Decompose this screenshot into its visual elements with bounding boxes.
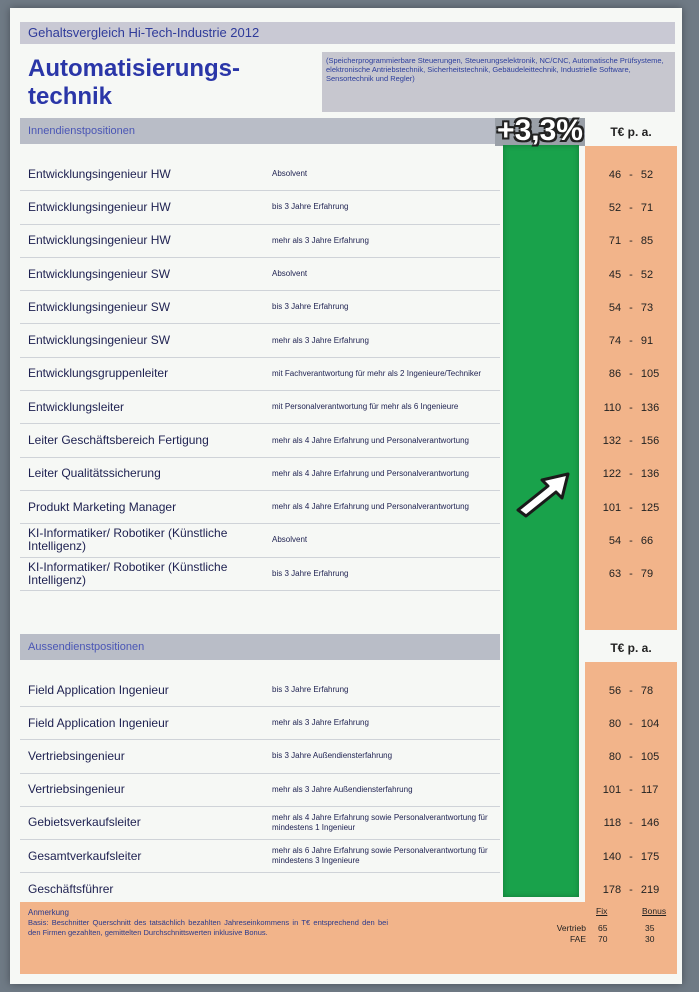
range-dash: -: [629, 335, 633, 348]
experience-requirement: mehr als 3 Jahre Erfahrung: [272, 335, 369, 345]
position-title: Entwicklungsingenieur SW: [28, 299, 171, 314]
experience-requirement: Absolvent: [272, 269, 308, 279]
salary-max: 156: [640, 435, 660, 448]
salary-range: [585, 225, 677, 258]
salary-max: 73: [640, 301, 654, 314]
salary-min: 118: [603, 817, 622, 830]
page-title-line2: technik: [28, 83, 113, 110]
salary-max: 219: [640, 883, 660, 896]
experience-requirement: bis 3 Jahre Erfahrung: [272, 568, 349, 578]
position-title: Gebietsverkaufsleiter: [28, 815, 141, 830]
salary-range: [585, 491, 677, 524]
range-dash: -: [629, 750, 633, 763]
bonus-row-fix: 70: [598, 934, 608, 944]
position-title: KI-Informatiker/ Robotiker (Künstliche Intelligenz): [28, 526, 228, 554]
section-bar-innendienst: Innendienstpositionen: [20, 118, 500, 144]
section-bar-aussendienst: Aussendienstpositionen: [20, 634, 500, 660]
table-row: [20, 424, 500, 457]
range-dash: -: [629, 717, 633, 730]
document-header: Gehaltsvergleich Hi-Tech-Industrie 2012: [20, 22, 675, 44]
note-box: [20, 902, 677, 974]
page-title-line1: Automatisierungs-: [28, 55, 241, 82]
experience-requirement: mehr als 4 Jahre Erfahrung und Personalverantwortung: [272, 468, 469, 478]
salary-min: 80: [608, 717, 622, 730]
position-title: Field Application Ingenieur: [28, 682, 169, 697]
range-dash: -: [629, 368, 633, 381]
category-description: (Speicherprogrammierbare Steuerungen, Steuerungselektronik, NC/CNC, Automatische Prüfsysteme, elektronische Antriebstechnik, Sicherheitstechnik, Gebäudeleittechnik, Industrielle Software, Sensortechnik und Regler): [322, 52, 675, 112]
range-dash: -: [629, 883, 633, 896]
table-row: [20, 191, 500, 224]
experience-requirement: [272, 873, 500, 905]
unit-header-aussendienst: T€ p. a.: [610, 641, 652, 655]
salary-min: 46: [608, 168, 622, 181]
table-row: [20, 807, 500, 840]
position-title: Entwicklungsingenieur HW: [28, 166, 171, 181]
bonus-row-label: Vertrieb: [556, 923, 586, 933]
growth-percentage: +3,3%: [497, 114, 583, 147]
salary-min: 80: [608, 750, 622, 763]
salary-range: [585, 740, 677, 773]
experience-requirement: mehr als 3 Jahre Außendiensterfahrung: [272, 784, 413, 794]
salary-min: 122: [602, 468, 622, 481]
table-row: [20, 391, 500, 424]
salary-max: 175: [640, 850, 660, 863]
bonus-row-bonus: 30: [645, 934, 655, 944]
experience-requirement: mehr als 3 Jahre Erfahrung: [272, 235, 369, 245]
salary-min: 74: [608, 335, 622, 348]
experience-requirement: mehr als 3 Jahre Erfahrung: [272, 718, 369, 728]
salary-max: 91: [640, 335, 654, 348]
salary-max: 78: [640, 684, 654, 697]
position-title: Field Application Ingenieur: [28, 715, 169, 730]
note-heading: Anmerkung: [28, 908, 69, 917]
salary-range: [585, 524, 677, 557]
salary-max: 136: [640, 401, 660, 414]
experience-requirement: mehr als 4 Jahre Erfahrung sowie Personalverantwortung für mindestens 1 Ingenieur: [272, 812, 488, 832]
salary-range: [585, 291, 677, 324]
salary-range: [585, 158, 677, 191]
up-arrow-icon: [512, 468, 574, 518]
position-title: Geschäftsführer: [28, 881, 114, 896]
experience-requirement: mit Fachverantwortung für mehr als 2 Ingenieure/Techniker: [272, 368, 481, 378]
salary-max: 71: [640, 201, 654, 214]
range-dash: -: [629, 568, 633, 581]
salary-range: [585, 458, 677, 491]
salary-range: [585, 325, 677, 358]
growth-bar: [503, 145, 579, 897]
table-row: [20, 674, 500, 707]
range-dash: -: [629, 534, 633, 547]
bonus-row-label: FAE: [569, 934, 586, 944]
salary-max: 105: [640, 750, 660, 763]
range-dash: -: [629, 235, 633, 248]
experience-requirement: mehr als 6 Jahre Erfahrung sowie Personalverantwortung für mindestens 3 Ingenieure: [272, 846, 488, 866]
salary-min: 140: [602, 850, 622, 863]
range-dash: -: [629, 784, 633, 797]
position-title: Vertriebsingenieur: [28, 748, 125, 763]
note-text: Basis: Beschnitter Querschnitt des tatsächlich bezahlten Jahreseinkommens in T€ entsprechend den bei den Firmen gezahlten, gemittelten Durchschnittswerten inklusive Bonus.: [28, 918, 388, 937]
table-row: [20, 358, 500, 391]
table-row: [20, 325, 500, 358]
position-title: Leiter Qualitätssicherung: [28, 466, 161, 481]
salary-max: 117: [640, 784, 659, 797]
salary-min: 71: [608, 235, 622, 248]
position-title: Entwicklungsgruppenleiter: [28, 366, 169, 381]
salary-max: 85: [640, 235, 654, 248]
salary-min: 178: [602, 883, 622, 896]
salary-min: 56: [608, 684, 622, 697]
range-dash: -: [629, 435, 633, 448]
salary-max: 104: [640, 717, 660, 730]
range-dash: -: [629, 501, 633, 514]
position-title: Entwicklungsingenieur HW: [28, 199, 171, 214]
salary-max: 125: [640, 501, 660, 514]
salary-max: 105: [640, 368, 660, 381]
experience-requirement: Absolvent: [272, 169, 308, 179]
table-row: [20, 225, 500, 258]
salary-max: 136: [640, 468, 660, 481]
salary-min: 54: [608, 301, 622, 314]
table-row: [20, 774, 500, 807]
salary-range: [585, 707, 677, 740]
table-row: [20, 558, 500, 591]
range-dash: -: [629, 850, 633, 863]
salary-range: [585, 674, 677, 707]
range-dash: -: [629, 468, 633, 481]
experience-requirement: mehr als 4 Jahre Erfahrung und Personalverantwortung: [272, 502, 469, 512]
experience-requirement: bis 3 Jahre Erfahrung: [272, 302, 349, 312]
table-row: [20, 524, 500, 557]
position-title: Entwicklungsingenieur SW: [28, 266, 171, 281]
salary-min: 54: [608, 534, 622, 547]
bonus-row-bonus: 35: [645, 923, 655, 933]
salary-range: [585, 840, 677, 873]
salary-min: 110: [603, 401, 622, 414]
range-dash: -: [629, 201, 633, 214]
salary-max: 52: [640, 268, 654, 281]
table-row: [20, 291, 500, 324]
position-title: Gesamtverkaufsleiter: [28, 848, 142, 863]
salary-min: 45: [608, 268, 622, 281]
table-row: [20, 740, 500, 773]
table-row: [20, 840, 500, 873]
experience-requirement: mehr als 4 Jahre Erfahrung und Personalverantwortung: [272, 435, 469, 445]
range-dash: -: [629, 168, 633, 181]
range-dash: -: [629, 301, 633, 314]
salary-max: 146: [640, 817, 660, 830]
table-row: [20, 491, 500, 524]
salary-max: 79: [640, 568, 654, 581]
table-row: [20, 707, 500, 740]
salary-range: [585, 774, 677, 807]
salary-min: 52: [608, 201, 622, 214]
range-dash: -: [629, 401, 633, 414]
position-title: Entwicklungsingenieur SW: [28, 333, 171, 348]
table-row: [20, 258, 500, 291]
position-title: Leiter Geschäftsbereich Fertigung: [28, 433, 209, 448]
experience-requirement: bis 3 Jahre Außendiensterfahrung: [272, 751, 393, 761]
range-dash: -: [629, 684, 633, 697]
position-title: Entwicklungsleiter: [28, 399, 125, 414]
salary-min: 63: [608, 568, 622, 581]
salary-range: [585, 258, 677, 291]
salary-range: [585, 424, 677, 457]
bonus-header-fix: Fix: [596, 906, 608, 916]
experience-requirement: Absolvent: [272, 535, 308, 545]
position-title: KI-Informatiker/ Robotiker (Künstliche Intelligenz): [28, 559, 228, 587]
salary-max: 52: [640, 168, 654, 181]
salary-range: [585, 807, 677, 840]
table-row: [20, 158, 500, 191]
range-dash: -: [629, 268, 633, 281]
salary-min: 132: [602, 435, 622, 448]
position-title: Produkt Marketing Manager: [28, 499, 177, 514]
salary-min: 101: [602, 784, 622, 797]
salary-min: 101: [602, 501, 622, 514]
salary-min: 86: [608, 368, 622, 381]
experience-requirement: bis 3 Jahre Erfahrung: [272, 685, 349, 695]
salary-range: [585, 191, 677, 224]
experience-requirement: bis 3 Jahre Erfahrung: [272, 202, 349, 212]
position-title: Entwicklungsingenieur HW: [28, 233, 171, 248]
salary-range: [585, 391, 677, 424]
position-title: Vertriebsingenieur: [28, 782, 125, 797]
experience-requirement: mit Personalverantwortung für mehr als 6 Ingenieure: [272, 402, 459, 412]
salary-range: [585, 358, 677, 391]
bonus-header-bonus: Bonus: [642, 906, 667, 916]
salary-max: 66: [640, 534, 654, 547]
bonus-row-fix: 65: [598, 923, 608, 933]
unit-header-innendienst: T€ p. a.: [610, 125, 652, 139]
salary-range: [585, 558, 677, 591]
page-title: [28, 55, 318, 111]
range-dash: -: [629, 817, 633, 830]
table-row: [20, 458, 500, 491]
